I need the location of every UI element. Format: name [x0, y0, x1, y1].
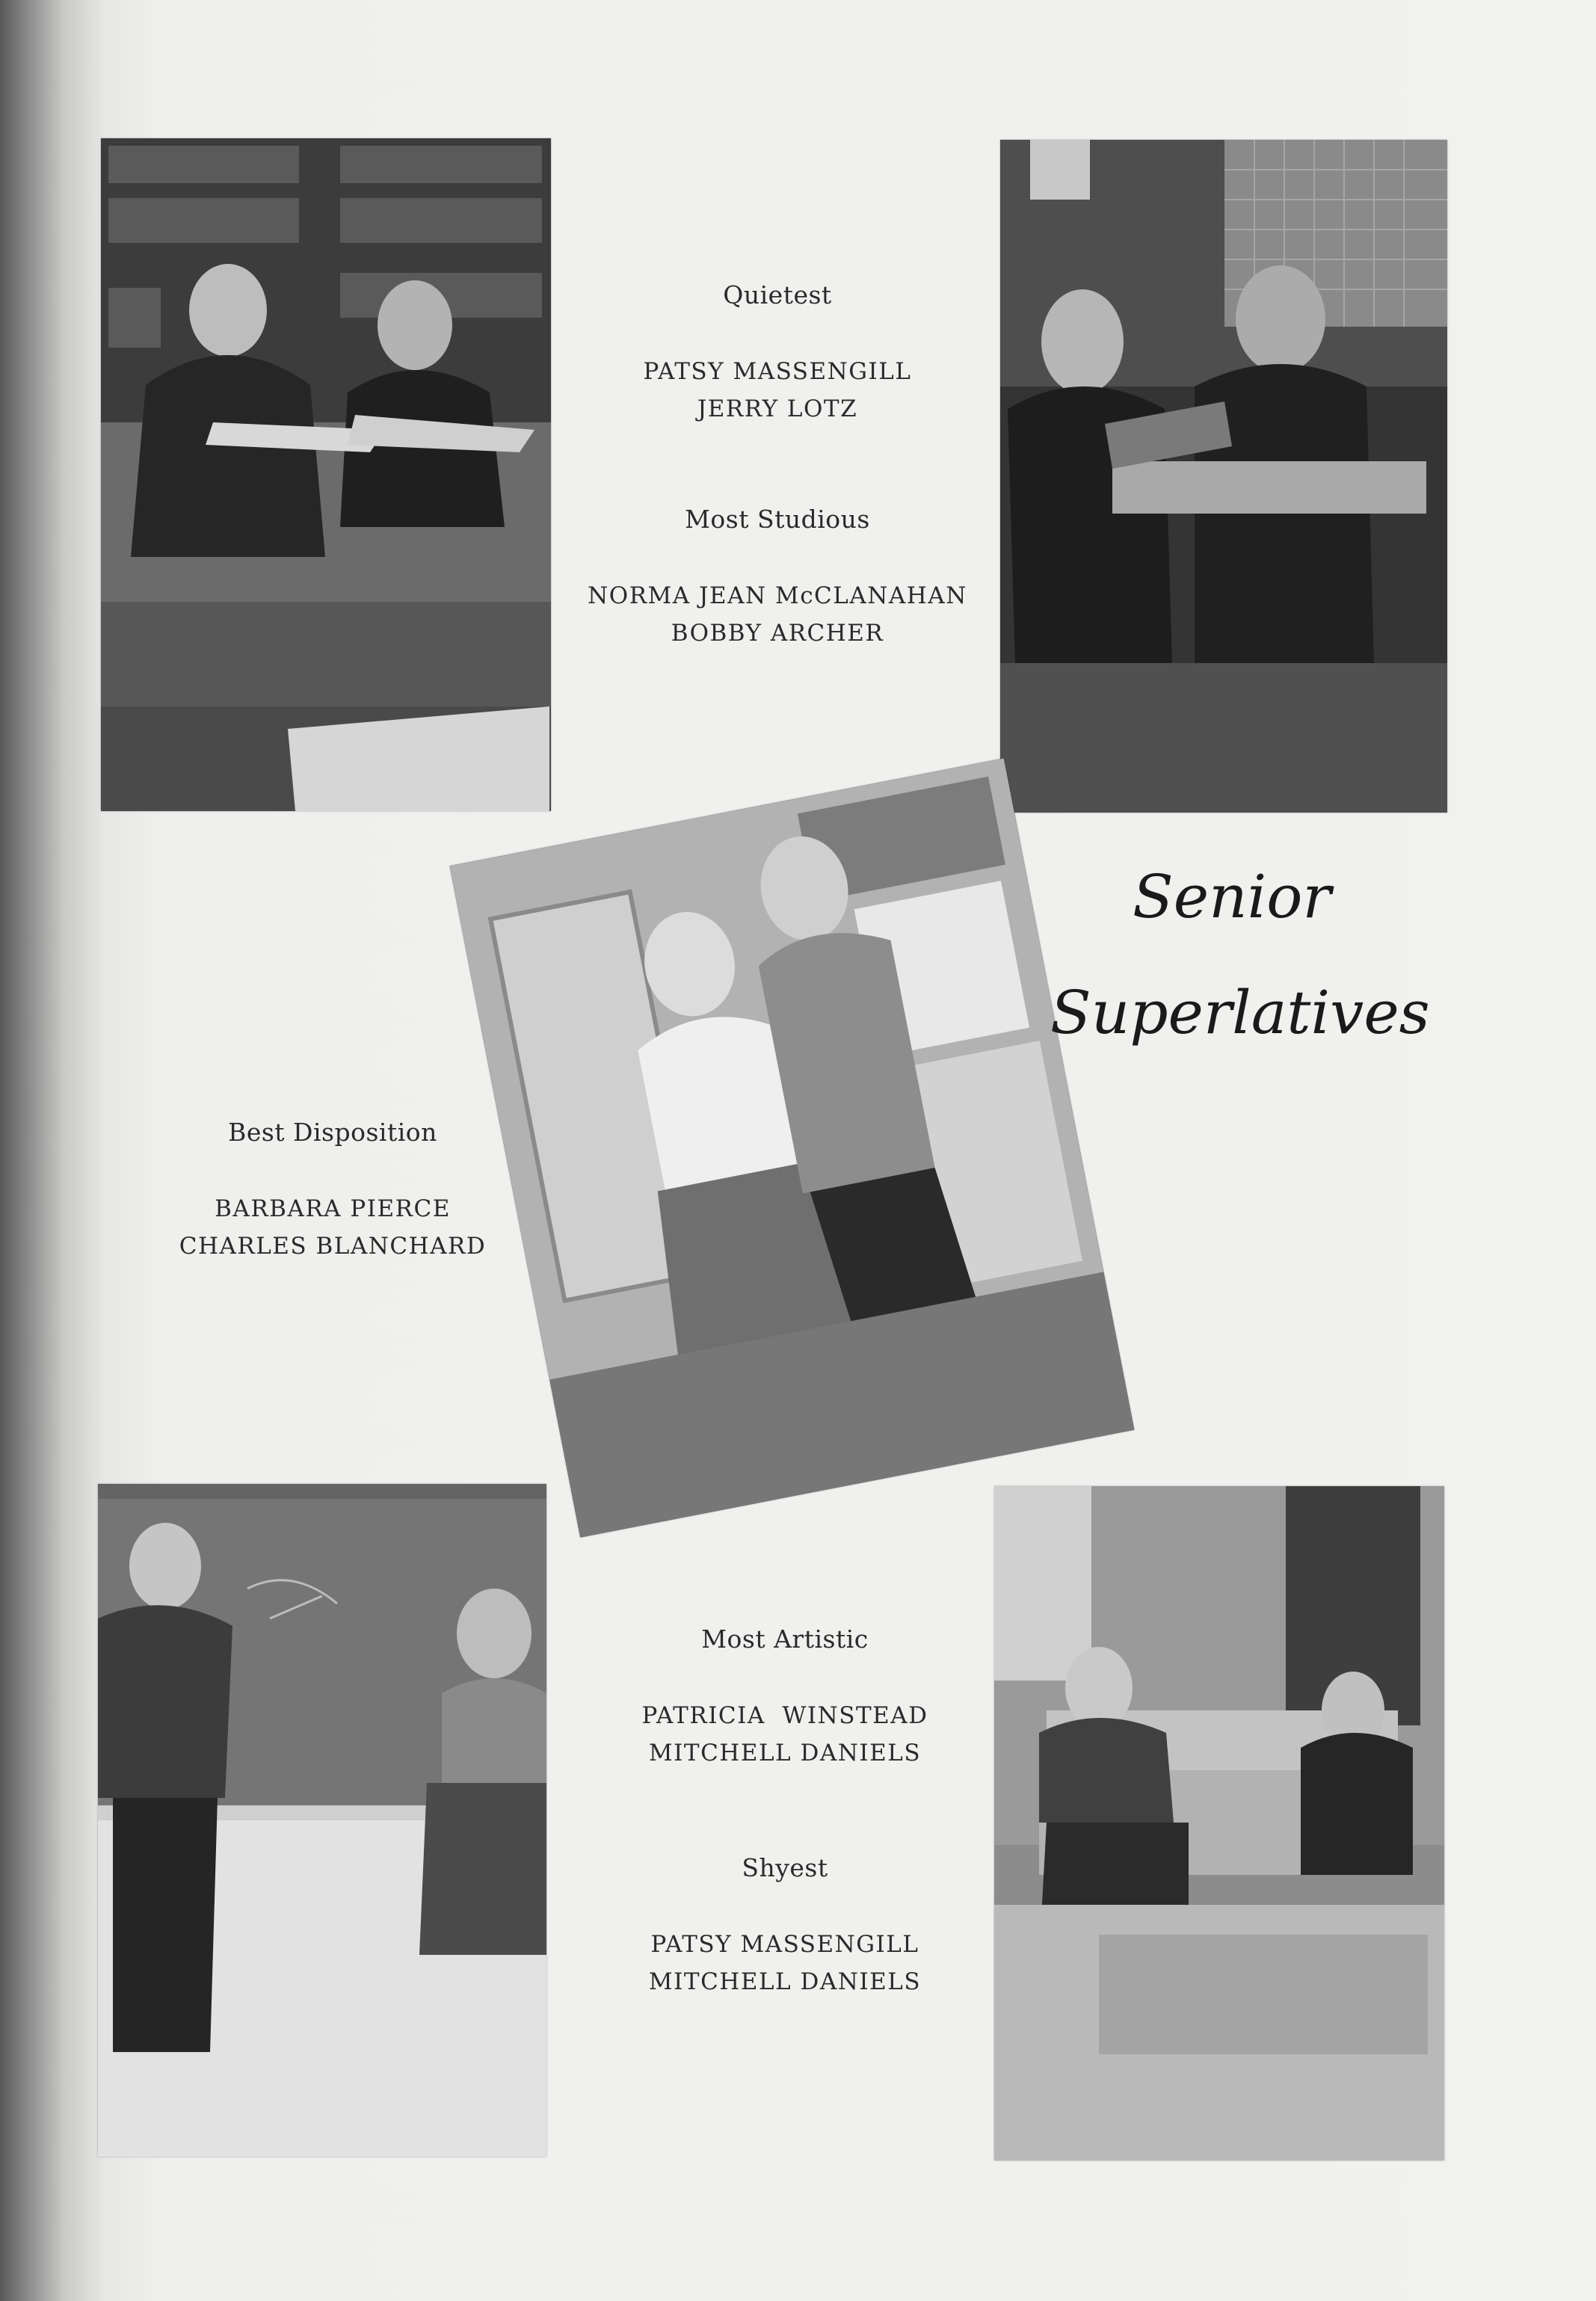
caption-best-disposition [172, 1114, 493, 1265]
photo-best-disposition [450, 758, 1135, 1537]
student-name: MITCHELL DANIELS [648, 1968, 922, 1995]
student-name: PATRICIA WINSTEAD [641, 1702, 928, 1729]
page-heading-line1: Senior [1133, 862, 1331, 931]
student-name: BARBARA PIERCE [215, 1195, 451, 1222]
category-title: Quietest [723, 280, 832, 309]
caption-quietest [568, 277, 987, 428]
photo-classroom-desks [1000, 140, 1447, 813]
student-name: MITCHELL DANIELS [648, 1740, 922, 1766]
category-title: Most Studious [685, 505, 870, 534]
photo-blackboard [98, 1484, 546, 2157]
student-name: BOBBY ARCHER [671, 620, 884, 647]
page-heading-line2: Superlatives [1050, 978, 1430, 1047]
caption-most-studious [553, 501, 1002, 652]
category-title: Best Disposition [228, 1118, 437, 1147]
photo-sofa [994, 1486, 1444, 2160]
caption-most-artistic [576, 1621, 994, 1772]
student-name: PATSY MASSENGILL [643, 358, 912, 385]
student-name: PATSY MASSENGILL [650, 1931, 919, 1958]
category-title: Shyest [742, 1853, 828, 1882]
student-name: CHARLES BLANCHARD [179, 1233, 487, 1260]
category-title: Most Artistic [701, 1624, 869, 1654]
student-name: NORMA JEAN McCLANAHAN [588, 582, 967, 609]
photo-library-reading [101, 138, 551, 811]
student-name: JERRY LOTZ [697, 395, 858, 422]
caption-shyest [576, 1849, 994, 2000]
